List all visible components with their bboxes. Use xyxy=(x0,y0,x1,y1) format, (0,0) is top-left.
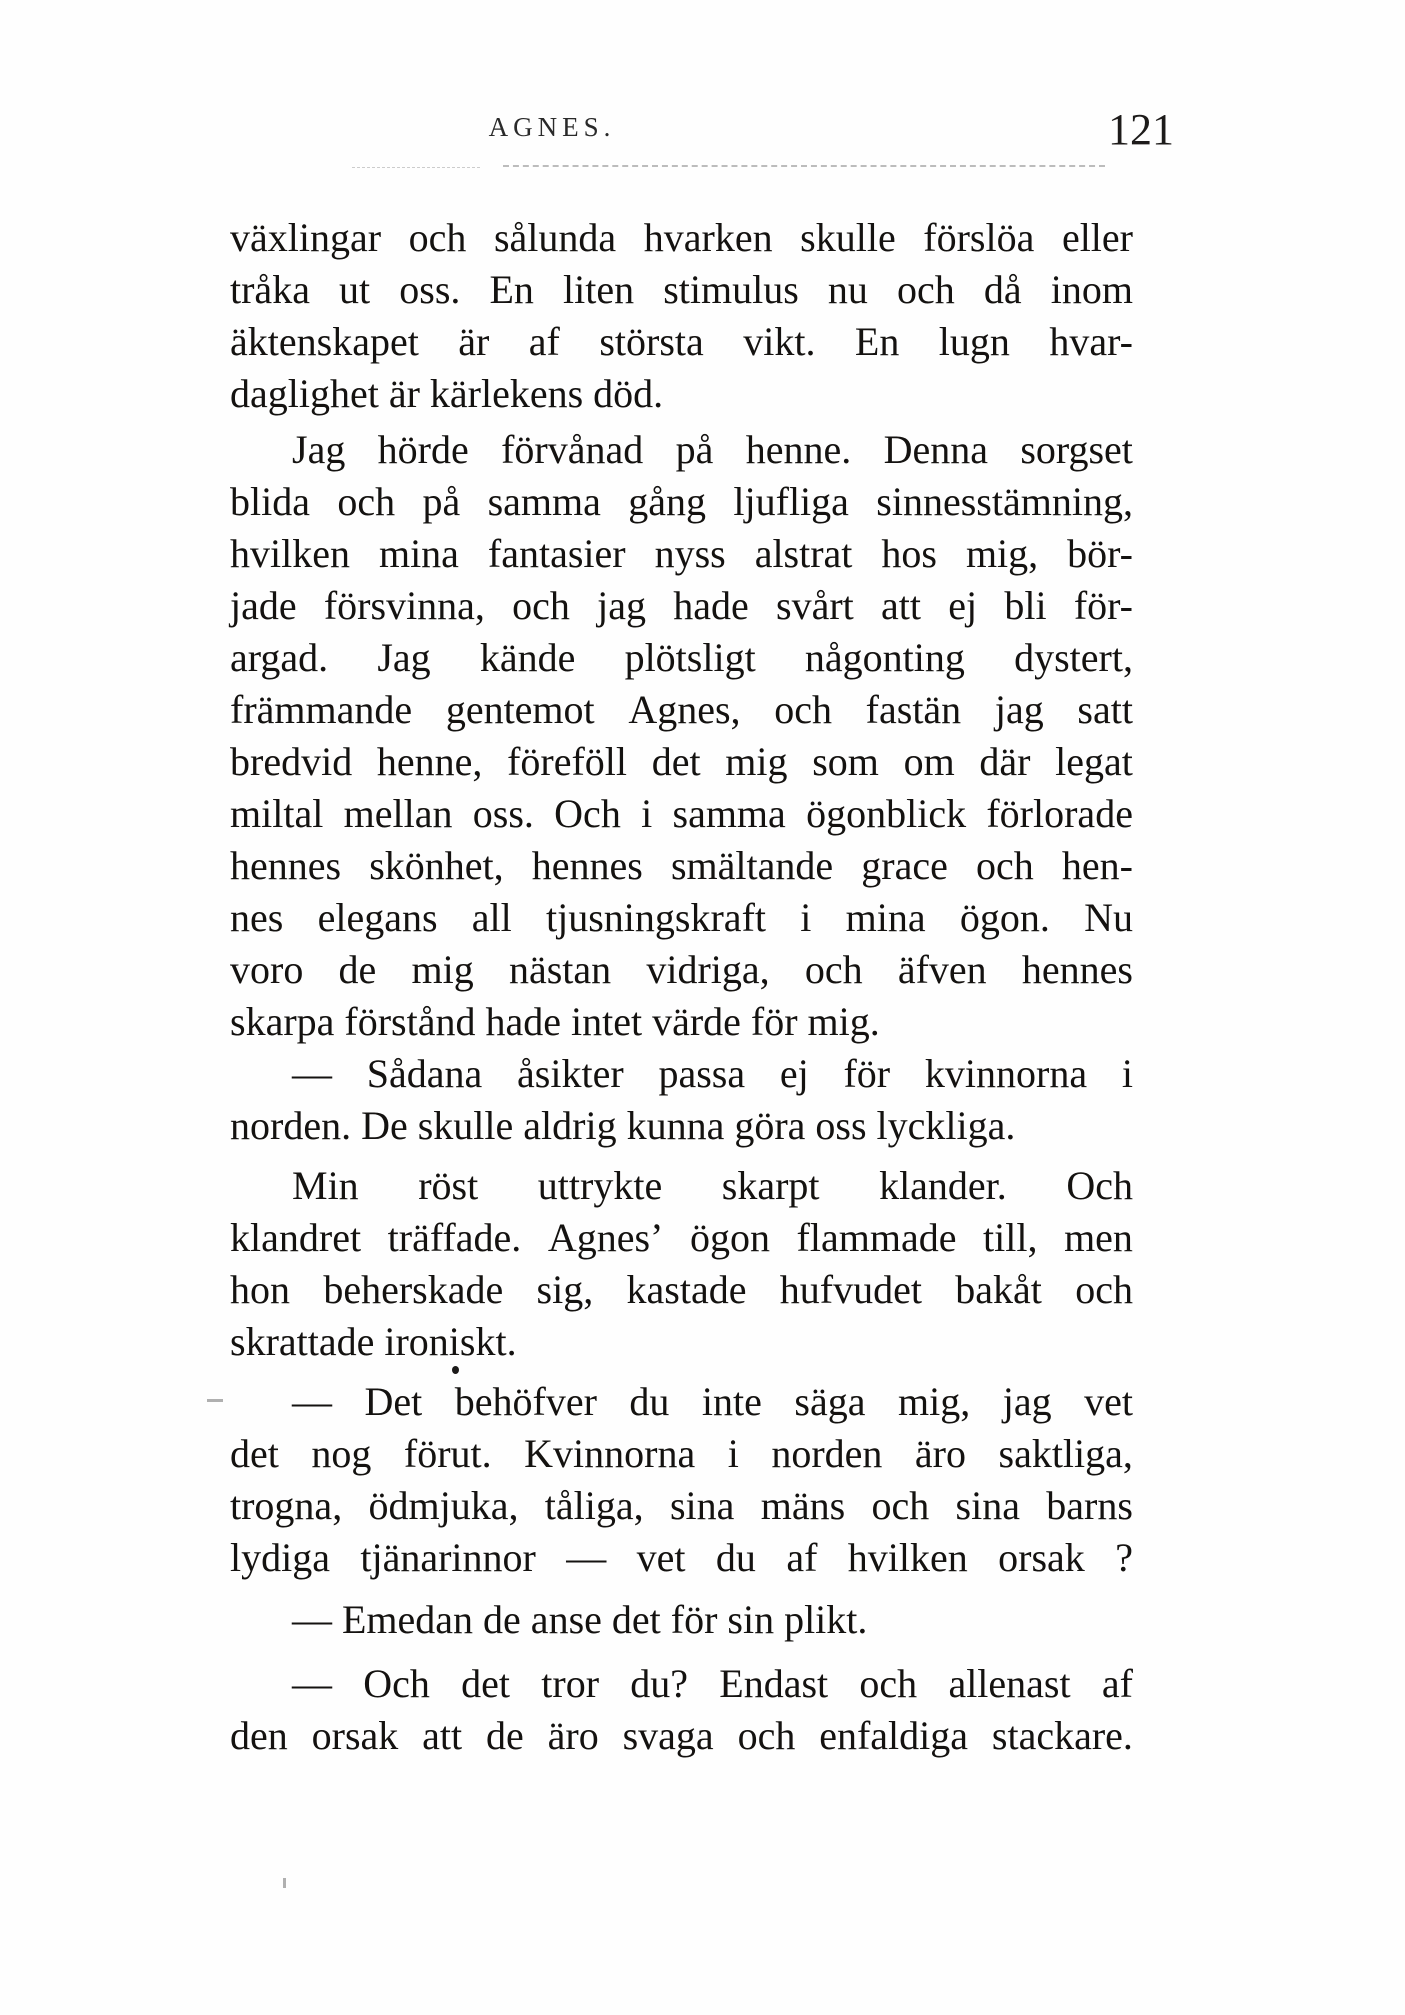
word: ? xyxy=(1115,1535,1133,1580)
word: de xyxy=(338,947,377,992)
word: Och xyxy=(1066,1163,1133,1208)
word: Jag xyxy=(377,635,431,680)
word: hon xyxy=(230,1267,290,1312)
word: samma xyxy=(672,791,786,836)
word: passa xyxy=(658,1051,746,1096)
word: mig xyxy=(725,739,788,784)
word: nu xyxy=(827,267,868,312)
word: Agnes, xyxy=(628,687,741,732)
word: träffade. xyxy=(387,1215,522,1260)
word: mina xyxy=(845,895,926,940)
word: miltal xyxy=(230,791,324,836)
word: någonting xyxy=(804,635,965,680)
word: Och xyxy=(363,1661,430,1706)
text-line xyxy=(230,1532,1133,1584)
word: säga xyxy=(794,1379,866,1424)
word: du? xyxy=(630,1661,689,1706)
word: vikt. xyxy=(743,319,816,364)
word: tror xyxy=(541,1661,600,1706)
word: hennes xyxy=(531,843,643,888)
word: ej xyxy=(779,1051,809,1096)
word: svaga xyxy=(622,1713,714,1758)
text-line xyxy=(230,1376,1133,1428)
word: mig, xyxy=(897,1379,971,1424)
text-line xyxy=(230,1710,1133,1762)
word: sina xyxy=(669,1483,735,1528)
word: växlingar xyxy=(230,215,382,260)
word: bli xyxy=(1004,583,1047,628)
word: och xyxy=(512,583,570,628)
word: ej xyxy=(948,583,978,628)
word: Kvinnorna xyxy=(524,1431,696,1476)
word: du xyxy=(715,1535,756,1580)
word: då xyxy=(983,267,1022,312)
word: ögon xyxy=(689,1215,770,1260)
word: svårt xyxy=(776,583,854,628)
word: nes xyxy=(230,895,284,940)
word: på xyxy=(675,427,714,472)
word: bredvid xyxy=(230,739,353,784)
text-line xyxy=(230,632,1133,684)
word: kvinnorna xyxy=(924,1051,1088,1096)
word: eller xyxy=(1061,215,1133,260)
word: ödmjuka, xyxy=(368,1483,519,1528)
word: smältande xyxy=(670,843,834,888)
word: henne, xyxy=(376,739,483,784)
page-number: 121 xyxy=(1108,105,1174,154)
text-line xyxy=(230,1048,1133,1100)
word: inom xyxy=(1050,267,1133,312)
word: flammade xyxy=(796,1215,957,1260)
word: röst xyxy=(418,1163,479,1208)
word: jag xyxy=(1002,1379,1052,1424)
word: i xyxy=(800,895,812,940)
word: och xyxy=(774,687,832,732)
word: sinnesstämning, xyxy=(876,479,1133,524)
word: uttrykte xyxy=(537,1163,663,1208)
word: Agnes’ xyxy=(547,1215,664,1260)
word: det xyxy=(461,1661,511,1706)
scan-artifact-dash xyxy=(207,1399,223,1402)
word: jag xyxy=(597,583,647,628)
word: hennes xyxy=(1021,947,1133,992)
word: och xyxy=(975,843,1034,888)
word: liten xyxy=(563,267,635,312)
word: tråka xyxy=(230,267,310,312)
word: i xyxy=(641,791,653,836)
word: för xyxy=(843,1051,891,1096)
word: stimulus xyxy=(663,267,799,312)
word: af xyxy=(786,1535,818,1580)
word: allenast xyxy=(948,1661,1071,1706)
word: men xyxy=(1064,1215,1133,1260)
word: Denna xyxy=(883,427,988,472)
word: sina xyxy=(955,1483,1020,1528)
word: där xyxy=(979,739,1031,784)
text-line: norden. De skulle aldrig kunna göra oss lyckliga. xyxy=(230,1103,1016,1148)
word: ögonblick xyxy=(806,791,967,836)
word: och xyxy=(804,947,863,992)
text-line xyxy=(230,788,1133,840)
word: skulle xyxy=(800,215,896,260)
word: åsikter xyxy=(517,1051,624,1096)
text-line xyxy=(230,528,1133,580)
word: beherskade xyxy=(323,1267,504,1312)
word: jade xyxy=(230,583,297,628)
word: förvånad xyxy=(501,427,644,472)
word: är xyxy=(458,319,490,364)
word: bör- xyxy=(1067,531,1133,576)
text-line: skrattade ironiskt. xyxy=(230,1319,517,1364)
header-rule-artifact xyxy=(503,165,1105,167)
word: argad. xyxy=(230,635,329,680)
word: fastän xyxy=(865,687,962,732)
word: och xyxy=(871,1483,930,1528)
text-line xyxy=(230,476,1133,528)
text-line: skarpa förstånd hade intet värde för mig. xyxy=(230,999,880,1044)
text-line xyxy=(230,1212,1133,1264)
word: orsak xyxy=(998,1535,1085,1580)
word: och xyxy=(897,267,955,312)
word: för- xyxy=(1073,583,1133,628)
word: alstrat xyxy=(754,531,853,576)
word: mina xyxy=(378,531,459,576)
text-line xyxy=(230,212,1133,264)
word: Min xyxy=(292,1163,359,1208)
word: fantasier xyxy=(487,531,626,576)
word: henne. xyxy=(745,427,852,472)
word: — xyxy=(292,1661,332,1706)
word: kastade xyxy=(626,1267,747,1312)
word: voro xyxy=(230,947,304,992)
word: nästan xyxy=(508,947,612,992)
word: äfven xyxy=(897,947,987,992)
word: legat xyxy=(1055,739,1133,784)
word: äro xyxy=(914,1431,966,1476)
word: ut xyxy=(339,267,371,312)
word: stackare. xyxy=(991,1713,1133,1758)
word: försvinna, xyxy=(323,583,485,628)
text-block xyxy=(230,212,1133,1762)
word: ögon. xyxy=(959,895,1050,940)
word: all xyxy=(471,895,512,940)
word: klandret xyxy=(230,1215,362,1260)
text-line xyxy=(230,684,1133,736)
text-line xyxy=(230,840,1133,892)
word: de xyxy=(486,1713,524,1758)
word: skönhet, xyxy=(369,843,504,888)
text-line xyxy=(230,1160,1133,1212)
text-line xyxy=(230,1428,1133,1480)
word: om xyxy=(903,739,955,784)
word: gentemot xyxy=(445,687,595,732)
word: hade xyxy=(673,583,749,628)
word: — xyxy=(292,1051,332,1096)
word: plötsligt xyxy=(624,635,756,680)
word: förslöa xyxy=(923,215,1035,260)
word: mellan xyxy=(343,791,453,836)
word: och xyxy=(737,1713,796,1758)
word: Det xyxy=(364,1379,423,1424)
word: enfaldiga xyxy=(819,1713,969,1758)
word: dystert, xyxy=(1014,635,1133,680)
word: och xyxy=(337,479,396,524)
text-line xyxy=(230,1264,1133,1316)
word: Endast xyxy=(719,1661,829,1706)
word: oss. xyxy=(399,267,461,312)
text-line xyxy=(230,736,1133,788)
word: Sådana xyxy=(366,1051,483,1096)
word: klander. xyxy=(879,1163,1007,1208)
word: vet xyxy=(1084,1379,1133,1424)
text-line xyxy=(230,316,1133,368)
word: att xyxy=(422,1713,463,1758)
word: inte xyxy=(701,1379,762,1424)
word: förut. xyxy=(403,1431,492,1476)
word: lydiga xyxy=(230,1535,330,1580)
text-line xyxy=(230,944,1133,996)
word: hufvudet xyxy=(779,1267,922,1312)
word: kände xyxy=(479,635,576,680)
word: af xyxy=(528,319,560,364)
word: samma xyxy=(487,479,601,524)
word: hen- xyxy=(1061,843,1133,888)
word: vet xyxy=(636,1535,686,1580)
word: saktliga, xyxy=(998,1431,1133,1476)
word: trogna, xyxy=(230,1483,343,1528)
text-line xyxy=(230,580,1133,632)
word: som xyxy=(812,739,879,784)
word: En xyxy=(854,319,900,364)
word: förlorade xyxy=(986,791,1133,836)
word: jag xyxy=(994,687,1044,732)
word: största xyxy=(599,319,704,364)
text-line xyxy=(230,264,1133,316)
scan-artifact-mark xyxy=(283,1878,286,1888)
scan-artifact-dot xyxy=(452,1366,459,1374)
word: blida xyxy=(230,479,310,524)
word: och xyxy=(1075,1267,1133,1312)
text-line xyxy=(230,892,1133,944)
word: nyss xyxy=(654,531,726,576)
word: sorgset xyxy=(1020,427,1133,472)
word: tjusningskraft xyxy=(546,895,766,940)
word: du xyxy=(629,1379,670,1424)
word: mäns xyxy=(760,1483,846,1528)
text-line: daglighet är kärlekens död. xyxy=(230,371,664,416)
word: skarpt xyxy=(721,1163,820,1208)
word: i xyxy=(727,1431,739,1476)
word: hvilken xyxy=(847,1535,968,1580)
word: tjänarinnor xyxy=(360,1535,536,1580)
word: barns xyxy=(1046,1483,1133,1528)
word: den xyxy=(230,1713,288,1758)
word: lugn xyxy=(938,319,1010,364)
word: ljufliga xyxy=(733,479,849,524)
word: — xyxy=(566,1535,607,1580)
word: bakåt xyxy=(955,1267,1042,1312)
word: elegans xyxy=(317,895,438,940)
word: hvarken xyxy=(643,215,773,260)
text-line: — Emedan de anse det för sin plikt. xyxy=(292,1597,868,1642)
word: hvar- xyxy=(1049,319,1133,364)
word: tåliga, xyxy=(544,1483,644,1528)
word: nog xyxy=(311,1431,372,1476)
word: äro xyxy=(547,1713,599,1758)
word: sig, xyxy=(536,1267,594,1312)
word: och xyxy=(859,1661,918,1706)
word: Nu xyxy=(1084,895,1133,940)
word: orsak xyxy=(311,1713,399,1758)
word: hörde xyxy=(377,427,469,472)
word: det xyxy=(230,1431,279,1476)
header-rule-faint-artifact xyxy=(352,167,480,168)
word: — xyxy=(292,1379,332,1424)
running-header-title: AGNES. xyxy=(488,112,616,142)
word: hennes xyxy=(230,843,342,888)
word: äktenskapet xyxy=(230,319,419,364)
text-line xyxy=(230,1480,1133,1532)
word: på xyxy=(422,479,461,524)
word: norden xyxy=(771,1431,883,1476)
word: föreföll xyxy=(507,739,628,784)
word: vidriga, xyxy=(646,947,770,992)
text-line xyxy=(230,1658,1133,1710)
word: Och xyxy=(554,791,621,836)
word: mig, xyxy=(965,531,1039,576)
word: sålunda xyxy=(493,215,617,260)
text-line xyxy=(230,424,1133,476)
word: gång xyxy=(628,479,707,524)
word: En xyxy=(489,267,534,312)
word: i xyxy=(1121,1051,1133,1096)
word: hvilken xyxy=(230,531,350,576)
word: grace xyxy=(861,843,948,888)
word: satt xyxy=(1077,687,1133,732)
word: oss. xyxy=(472,791,534,836)
word: behöfver xyxy=(454,1379,597,1424)
word: och xyxy=(408,215,467,260)
word: till, xyxy=(983,1215,1038,1260)
word: främmande xyxy=(230,687,413,732)
word: Jag xyxy=(292,427,346,472)
word: att xyxy=(881,583,922,628)
word: mig xyxy=(411,947,474,992)
word: hos xyxy=(881,531,937,576)
word: af xyxy=(1101,1661,1133,1706)
word: det xyxy=(651,739,701,784)
